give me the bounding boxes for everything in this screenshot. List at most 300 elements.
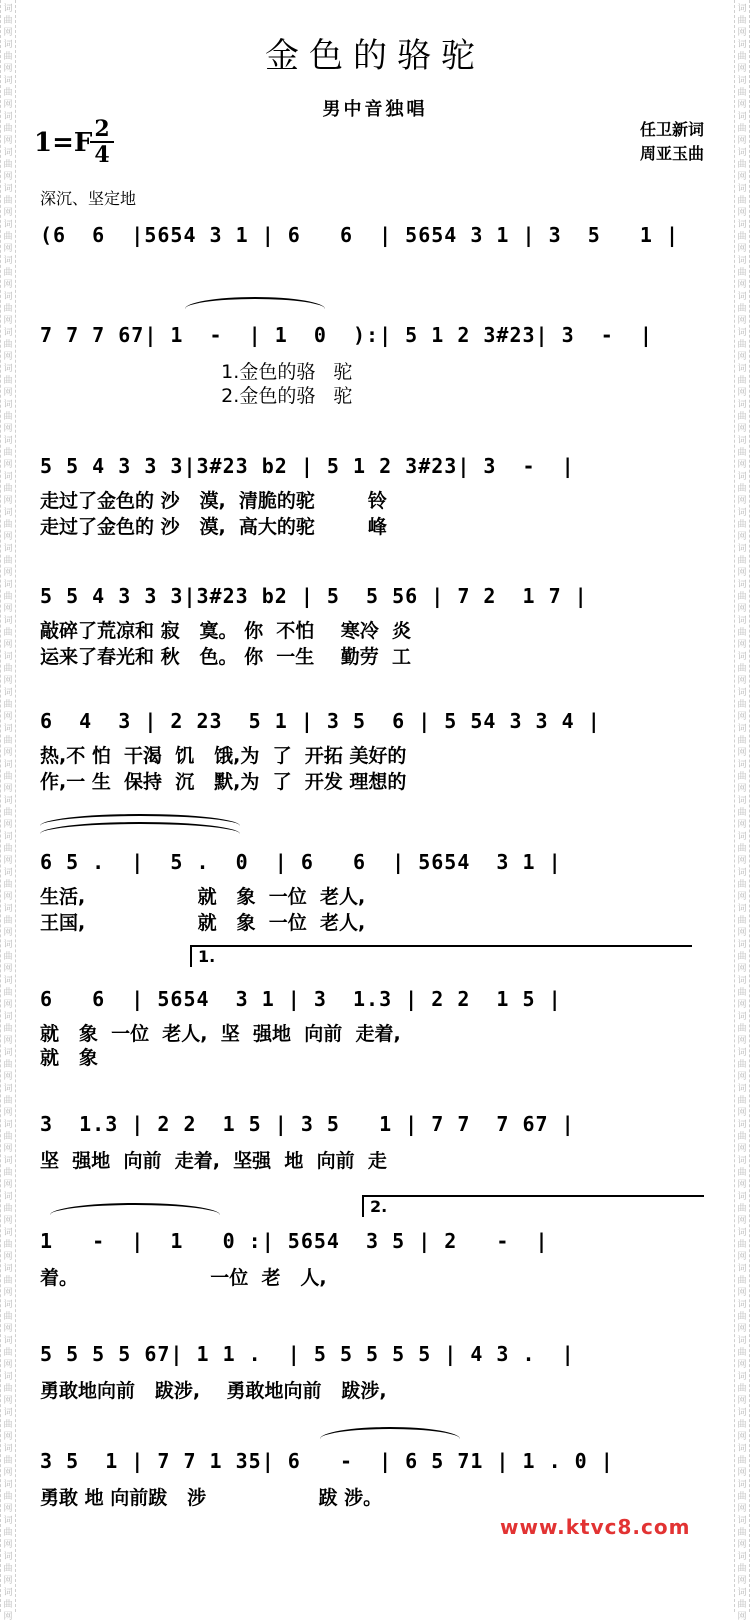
side-watermark-char: 曲 (737, 304, 747, 314)
lyrics-verse-2: 走过了金色的 沙 漠, 高大的驼 峰 (40, 516, 387, 538)
side-watermark-char: 网 (3, 1360, 13, 1370)
side-watermark-char: 网 (737, 748, 747, 758)
lyrics-verse-1: 勇敢 地 向前跋 涉 跋 涉。 (40, 1487, 383, 1509)
side-watermark-char: 词 (737, 328, 747, 338)
volta-2-label: 2. (370, 1197, 388, 1216)
side-watermark-char: 网 (737, 604, 747, 614)
side-watermark-char: 网 (3, 388, 13, 398)
side-watermark-char: 词 (737, 400, 747, 410)
lyrics-verse-2: 作,一 生 保持 沉 默,为 了 开发 理想的 (40, 771, 407, 793)
lyrics-verse-1: 着。 一位 老 人, (40, 1267, 327, 1289)
side-watermark-char: 网 (3, 1540, 13, 1550)
side-watermark-char: 网 (3, 100, 13, 110)
side-watermark-char: 词 (3, 148, 13, 158)
side-watermark-char: 曲 (737, 988, 747, 998)
side-watermark-char: 词 (737, 148, 747, 158)
side-watermark-char: 曲 (3, 1492, 13, 1502)
lyrics-verse-1: 1.金色的骆 驼 (40, 361, 353, 383)
side-watermark-char: 词 (737, 652, 747, 662)
side-watermark-char: 网 (737, 1576, 747, 1586)
side-watermark-char: 曲 (3, 628, 13, 638)
side-watermark-char: 曲 (3, 988, 13, 998)
composer: 周亚玉曲 (639, 144, 704, 163)
side-watermark-char: 词 (3, 1228, 13, 1238)
side-watermark-char: 网 (3, 1000, 13, 1010)
side-watermark-char: 词 (3, 1408, 13, 1418)
side-watermark-char: 网 (737, 1504, 747, 1514)
side-watermark-char: 曲 (737, 340, 747, 350)
side-watermark-char: 曲 (737, 1240, 747, 1250)
side-watermark-char: 词 (737, 472, 747, 482)
side-watermark-char: 网 (3, 784, 13, 794)
side-watermark-char: 词 (3, 292, 13, 302)
side-watermark-char: 曲 (737, 844, 747, 854)
side-watermark-char: 词 (3, 1120, 13, 1130)
side-watermark-char: 网 (737, 1324, 747, 1334)
side-watermark-char: 网 (3, 748, 13, 758)
side-watermark-char: 词 (3, 796, 13, 806)
side-watermark-char: 词 (737, 112, 747, 122)
side-watermark-char: 词 (737, 1552, 747, 1562)
side-watermark-char: 曲 (3, 700, 13, 710)
side-watermark-char: 词 (3, 652, 13, 662)
score-row-10 (40, 1320, 700, 1410)
side-watermark-char: 网 (737, 496, 747, 506)
side-watermark-char: 网 (3, 460, 13, 470)
lyrics-verse-1: 坚 强地 向前 走着, 坚强 地 向前 走 (40, 1150, 387, 1172)
side-watermark-char: 曲 (3, 1564, 13, 1574)
side-watermark-char: 词 (3, 220, 13, 230)
side-watermark-char: 曲 (737, 520, 747, 530)
lyrics-verse-2: 就 象 (40, 1047, 98, 1069)
side-watermark-char: 曲 (3, 916, 13, 926)
side-watermark-char: 曲 (737, 1600, 747, 1610)
side-watermark-char: 词 (737, 1012, 747, 1022)
side-watermark-char: 词 (3, 724, 13, 734)
side-watermark-char: 网 (737, 424, 747, 434)
side-watermark-char: 网 (737, 1252, 747, 1262)
side-watermark-char: 曲 (737, 376, 747, 386)
tempo-marking: 深沉、坚定地 (40, 189, 137, 208)
notation-line: 6 6 | 5654 3 1 | 3 1.3 | 2 2 1 5 | (40, 987, 562, 1011)
volta-1-label: 1. (198, 947, 216, 966)
lyrics-verse-2: 2.金色的骆 驼 (40, 385, 353, 407)
time-signature (90, 118, 114, 166)
side-watermark-char: 曲 (737, 1492, 747, 1502)
side-watermark-char: 曲 (737, 1384, 747, 1394)
side-watermark-char: 曲 (3, 484, 13, 494)
side-watermark-char: 曲 (737, 16, 747, 26)
side-watermark-char: 网 (3, 1612, 13, 1622)
side-watermark-char: 曲 (737, 736, 747, 746)
side-watermark-char: 词 (737, 976, 747, 986)
side-watermark-char: 网 (737, 28, 747, 38)
side-watermark-char: 词 (737, 40, 747, 50)
side-watermark-char: 曲 (737, 412, 747, 422)
side-watermark-char: 词 (737, 364, 747, 374)
side-watermark-char: 网 (3, 424, 13, 434)
side-watermark-char: 词 (3, 1012, 13, 1022)
lyrics-verse-1: 敲碎了荒凉和 寂 寞。 你 不怕 寒冷 炎 (40, 620, 411, 642)
side-watermark-char: 词 (3, 616, 13, 626)
side-watermark-char: 网 (737, 1612, 747, 1622)
side-watermark-char: 词 (737, 256, 747, 266)
side-watermark-char: 词 (3, 1156, 13, 1166)
notation-line: 3 1.3 | 2 2 1 5 | 3 5 1 | 7 7 7 67 | (40, 1112, 575, 1136)
side-watermark-char: 曲 (737, 1348, 747, 1358)
side-watermark-char: 曲 (737, 268, 747, 278)
lyrics-verse-1: 热,不 怕 干渴 饥 饿,为 了 开拓 美好的 (40, 745, 407, 767)
side-watermark-char: 网 (737, 784, 747, 794)
side-watermark-char: 词 (3, 1444, 13, 1454)
side-watermark-char: 词 (3, 1300, 13, 1310)
side-watermark-char: 曲 (3, 232, 13, 242)
side-watermark-char: 曲 (3, 1348, 13, 1358)
side-watermark-char: 词 (737, 220, 747, 230)
side-watermark-char: 词 (3, 76, 13, 86)
side-watermark-char: 曲 (737, 700, 747, 710)
side-watermark-char: 词 (737, 436, 747, 446)
side-watermark-char: 网 (737, 352, 747, 362)
side-watermark-char: 曲 (737, 880, 747, 890)
side-watermark-char: 网 (3, 568, 13, 578)
side-watermark-char: 网 (3, 136, 13, 146)
side-watermark-char: 曲 (737, 1312, 747, 1322)
side-watermark-char: 曲 (3, 448, 13, 458)
side-watermark-char: 网 (737, 1216, 747, 1226)
side-watermark-char: 网 (3, 496, 13, 506)
side-watermark-char: 词 (737, 76, 747, 86)
side-watermark-char: 曲 (737, 1276, 747, 1286)
side-watermark-char: 词 (737, 1588, 747, 1598)
side-watermark-char: 词 (737, 544, 747, 554)
side-watermark-char: 网 (3, 316, 13, 326)
side-watermark-char: 网 (3, 172, 13, 182)
side-watermark-char: 网 (737, 1432, 747, 1442)
side-watermark-char: 词 (737, 904, 747, 914)
side-watermark-char: 曲 (737, 1456, 747, 1466)
side-watermark-char: 网 (3, 64, 13, 74)
side-watermark-char: 词 (737, 1336, 747, 1346)
lyrics-verse-1: 生活, 就 象 一位 老人, (40, 886, 366, 908)
score-row-1 (40, 215, 700, 285)
side-watermark-char: 网 (3, 1036, 13, 1046)
side-watermark-char: 词 (3, 580, 13, 590)
side-watermark-char: 网 (737, 244, 747, 254)
side-watermark-char: 词 (737, 1300, 747, 1310)
side-watermark-char: 网 (3, 964, 13, 974)
lyrics-verse-2: 运来了春光和 秋 色。 你 一生 勤劳 工 (40, 646, 411, 668)
side-watermark-char: 曲 (737, 448, 747, 458)
side-watermark-char: 词 (737, 940, 747, 950)
side-watermark-char: 词 (737, 184, 747, 194)
side-watermark-char: 网 (737, 820, 747, 830)
side-watermark-char: 词 (737, 1444, 747, 1454)
side-watermark-char: 曲 (737, 52, 747, 62)
side-watermark-char: 词 (3, 1372, 13, 1382)
side-watermark-char: 曲 (737, 1096, 747, 1106)
notation-line: 1 - | 1 0 :| 5654 3 5 | 2 - | (40, 1229, 549, 1253)
side-watermark-char: 曲 (737, 1132, 747, 1142)
side-watermark-char: 词 (737, 1408, 747, 1418)
side-watermark-char: 词 (3, 1192, 13, 1202)
right-watermark-strip (734, 0, 750, 1622)
side-watermark-char: 网 (3, 1468, 13, 1478)
side-watermark-char: 曲 (3, 1528, 13, 1538)
side-watermark-char: 曲 (3, 1060, 13, 1070)
side-watermark-char: 词 (3, 940, 13, 950)
score-row-11 (40, 1425, 700, 1515)
side-watermark-char: 词 (737, 1372, 747, 1382)
meter-top: 2 (94, 116, 110, 142)
side-watermark-char: 网 (3, 892, 13, 902)
side-watermark-char: 曲 (737, 484, 747, 494)
side-watermark-char: 曲 (3, 1168, 13, 1178)
side-watermark-char: 词 (737, 1192, 747, 1202)
score-row-2 (40, 295, 700, 415)
side-watermark-char: 曲 (737, 1060, 747, 1070)
side-watermark-char: 曲 (737, 196, 747, 206)
side-watermark-char: 网 (3, 1144, 13, 1154)
site-watermark: www.ktvc8.com (500, 1515, 691, 1539)
side-watermark-char: 网 (737, 964, 747, 974)
side-watermark-char: 曲 (3, 808, 13, 818)
side-watermark-char: 网 (3, 712, 13, 722)
side-watermark-char: 网 (737, 1144, 747, 1154)
lyricist: 任卫新词 (639, 120, 704, 139)
side-watermark-char: 曲 (3, 88, 13, 98)
side-watermark-char: 网 (3, 28, 13, 38)
side-watermark-char: 曲 (3, 1276, 13, 1286)
side-watermark-char: 词 (737, 688, 747, 698)
side-watermark-char: 曲 (737, 1420, 747, 1430)
score-row-8 (40, 1090, 700, 1185)
credits (640, 118, 704, 166)
lyrics-verse-1: 走过了金色的 沙 漠, 清脆的驼 铃 (40, 490, 387, 512)
side-watermark-char: 网 (3, 1216, 13, 1226)
side-watermark-char: 曲 (3, 736, 13, 746)
side-watermark-char: 曲 (3, 1384, 13, 1394)
side-watermark-char: 曲 (3, 592, 13, 602)
side-watermark-char: 曲 (3, 556, 13, 566)
side-watermark-char: 曲 (3, 1204, 13, 1214)
side-watermark-char: 词 (737, 4, 747, 14)
side-watermark-char: 词 (737, 292, 747, 302)
side-watermark-char: 网 (737, 1108, 747, 1118)
side-watermark-char: 词 (3, 1084, 13, 1094)
side-watermark-char: 曲 (3, 1600, 13, 1610)
lyrics-verse-2: 王国, 就 象 一位 老人, (40, 912, 366, 934)
side-watermark-char: 词 (737, 796, 747, 806)
side-watermark-char: 词 (737, 1516, 747, 1526)
side-watermark-char: 词 (3, 508, 13, 518)
side-watermark-char: 网 (3, 1180, 13, 1190)
side-watermark-char: 曲 (3, 160, 13, 170)
score-row-3 (40, 440, 700, 550)
side-watermark-char: 词 (3, 760, 13, 770)
notation-line: 6 4 3 | 2 23 5 1 | 3 5 6 | 5 54 3 3 4 | (40, 709, 601, 733)
side-watermark-char: 曲 (3, 340, 13, 350)
side-watermark-char: 曲 (3, 412, 13, 422)
side-watermark-char: 词 (737, 1228, 747, 1238)
side-watermark-char: 词 (3, 1264, 13, 1274)
side-watermark-char: 网 (3, 928, 13, 938)
side-watermark-char: 词 (737, 1156, 747, 1166)
score-row-4 (40, 570, 700, 680)
side-watermark-char: 网 (3, 352, 13, 362)
side-watermark-char: 网 (737, 1000, 747, 1010)
side-watermark-char: 曲 (737, 1204, 747, 1214)
side-watermark-char: 网 (3, 1252, 13, 1262)
side-watermark-char: 曲 (3, 844, 13, 854)
side-watermark-char: 网 (3, 1432, 13, 1442)
side-watermark-char: 曲 (737, 1168, 747, 1178)
side-watermark-char: 词 (3, 400, 13, 410)
side-watermark-char: 网 (737, 1468, 747, 1478)
notation-line: 7 7 7 67| 1 - | 1 0 ):| 5 1 2 3#23| 3 - | (40, 323, 653, 347)
side-watermark-char: 网 (737, 1360, 747, 1370)
side-watermark-char: 词 (3, 472, 13, 482)
meter-bottom: 4 (94, 142, 110, 168)
notation-line: 5 5 4 3 3 3|3#23 b2 | 5 5 56 | 7 2 1 7 | (40, 584, 588, 608)
side-watermark-char: 网 (737, 316, 747, 326)
side-watermark-char: 词 (3, 1588, 13, 1598)
side-watermark-char: 词 (3, 40, 13, 50)
left-watermark-strip (0, 0, 16, 1622)
side-watermark-char: 词 (3, 1336, 13, 1346)
side-watermark-char: 词 (3, 832, 13, 842)
side-watermark-char: 曲 (3, 1456, 13, 1466)
notation-line: (6 6 |5654 3 1 | 6 6 | 5654 3 1 | 3 5 1 | (40, 223, 680, 247)
side-watermark-char: 曲 (3, 52, 13, 62)
side-watermark-char: 词 (737, 1264, 747, 1274)
side-watermark-char: 网 (737, 388, 747, 398)
side-watermark-char: 曲 (3, 1132, 13, 1142)
side-watermark-char: 曲 (3, 772, 13, 782)
side-watermark-char: 网 (737, 892, 747, 902)
side-watermark-char: 网 (3, 856, 13, 866)
side-watermark-char: 曲 (737, 88, 747, 98)
side-watermark-char: 网 (3, 1108, 13, 1118)
side-watermark-char: 词 (3, 1516, 13, 1526)
side-watermark-char: 曲 (3, 1096, 13, 1106)
side-watermark-char: 网 (737, 208, 747, 218)
side-watermark-char: 曲 (3, 520, 13, 530)
side-watermark-char: 网 (737, 1180, 747, 1190)
side-watermark-char: 曲 (3, 304, 13, 314)
side-watermark-char: 网 (3, 640, 13, 650)
side-watermark-char: 网 (737, 172, 747, 182)
side-watermark-char: 词 (3, 1552, 13, 1562)
side-watermark-char: 网 (3, 1324, 13, 1334)
side-watermark-char: 词 (3, 544, 13, 554)
score-row-9 (40, 1195, 700, 1295)
side-watermark-char: 网 (737, 1396, 747, 1406)
side-watermark-char: 曲 (3, 124, 13, 134)
side-watermark-char: 词 (3, 4, 13, 14)
side-watermark-char: 词 (737, 1084, 747, 1094)
side-watermark-char: 词 (3, 112, 13, 122)
side-watermark-char: 曲 (3, 664, 13, 674)
side-watermark-char: 词 (3, 184, 13, 194)
side-watermark-char: 网 (737, 64, 747, 74)
side-watermark-char: 词 (3, 256, 13, 266)
side-watermark-char: 曲 (737, 664, 747, 674)
notation-line: 6 5 . | 5 . 0 | 6 6 | 5654 3 1 | (40, 850, 562, 874)
side-watermark-char: 曲 (737, 232, 747, 242)
side-watermark-char: 网 (3, 820, 13, 830)
score-row-7 (40, 945, 700, 1069)
side-watermark-char: 曲 (3, 952, 13, 962)
side-watermark-char: 词 (3, 976, 13, 986)
side-watermark-char: 词 (3, 1480, 13, 1490)
side-watermark-char: 曲 (737, 556, 747, 566)
side-watermark-char: 曲 (3, 16, 13, 26)
side-watermark-char: 曲 (737, 160, 747, 170)
notation-line: 5 5 4 3 3 3|3#23 b2 | 5 1 2 3#23| 3 - | (40, 454, 575, 478)
side-watermark-char: 词 (3, 436, 13, 446)
side-watermark-char: 网 (737, 1540, 747, 1550)
side-watermark-char: 词 (3, 868, 13, 878)
side-watermark-char: 曲 (737, 1528, 747, 1538)
notation-line: 3 5 1 | 7 7 1 35| 6 - | 6 5 71 | 1 . 0 | (40, 1449, 614, 1473)
notation-line: 5 5 5 5 67| 1 1 . | 5 5 5 5 5 | 4 3 . | (40, 1342, 575, 1366)
side-watermark-char: 词 (737, 868, 747, 878)
score-row-5 (40, 695, 700, 805)
side-watermark-char: 曲 (3, 1024, 13, 1034)
side-watermark-char: 词 (3, 364, 13, 374)
side-watermark-char: 词 (3, 328, 13, 338)
side-watermark-char: 网 (3, 280, 13, 290)
side-watermark-char: 网 (3, 244, 13, 254)
side-watermark-char: 曲 (3, 196, 13, 206)
side-watermark-char: 网 (737, 676, 747, 686)
side-watermark-char: 网 (737, 928, 747, 938)
side-watermark-char: 词 (737, 1048, 747, 1058)
lyrics-verse-1: 就 象 一位 老人, 坚 强地 向前 走着, (40, 1023, 401, 1045)
side-watermark-char: 网 (3, 1504, 13, 1514)
side-watermark-char: 曲 (737, 1024, 747, 1034)
side-watermark-char: 曲 (737, 1564, 747, 1574)
side-watermark-char: 网 (3, 1288, 13, 1298)
side-watermark-char: 网 (737, 712, 747, 722)
side-watermark-char: 词 (737, 1480, 747, 1490)
side-watermark-char: 曲 (3, 268, 13, 278)
side-watermark-char: 曲 (3, 1240, 13, 1250)
side-watermark-char: 曲 (3, 1312, 13, 1322)
score-row-6 (40, 810, 700, 940)
key-signature: 1=F (34, 128, 93, 158)
side-watermark-char: 网 (3, 1072, 13, 1082)
side-watermark-char: 网 (3, 532, 13, 542)
side-watermark-char: 网 (737, 1036, 747, 1046)
side-watermark-char: 网 (737, 1288, 747, 1298)
side-watermark-char: 曲 (737, 772, 747, 782)
side-watermark-char: 网 (3, 604, 13, 614)
side-watermark-char: 网 (3, 676, 13, 686)
side-watermark-char: 曲 (737, 592, 747, 602)
side-watermark-char: 曲 (3, 376, 13, 386)
side-watermark-char: 词 (3, 1048, 13, 1058)
side-watermark-char: 词 (737, 580, 747, 590)
side-watermark-char: 网 (3, 1576, 13, 1586)
side-watermark-char: 曲 (737, 628, 747, 638)
side-watermark-char: 词 (737, 760, 747, 770)
side-watermark-char: 网 (737, 136, 747, 146)
side-watermark-char: 曲 (3, 1420, 13, 1430)
side-watermark-char: 网 (737, 568, 747, 578)
side-watermark-char: 词 (737, 616, 747, 626)
